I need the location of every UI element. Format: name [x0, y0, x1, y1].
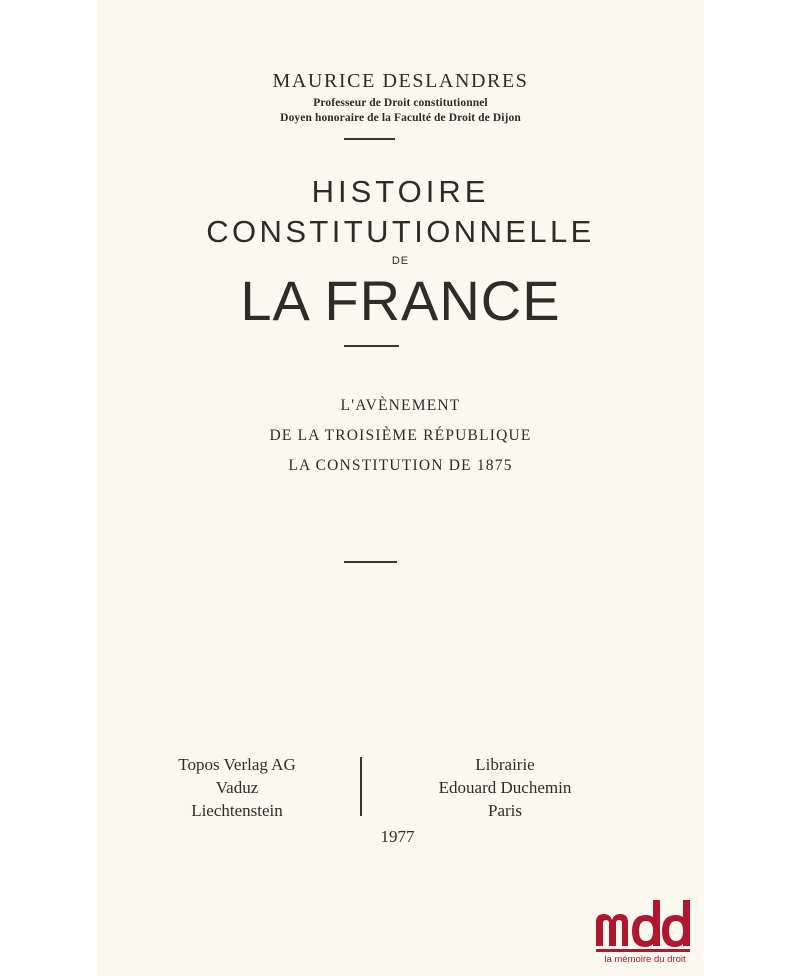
publisher-right-city: Paris: [488, 801, 522, 820]
mdd-logo-icon: [592, 892, 698, 954]
title-page: [97, 0, 704, 976]
separator-rule: [344, 345, 399, 347]
publisher-left: [157, 753, 317, 822]
publisher-left-city: Vaduz: [215, 778, 259, 797]
subtitle-line-3: LA CONSTITUTION DE 1875: [288, 457, 513, 474]
book-title-line-3: DE: [391, 255, 410, 267]
publisher-divider: [360, 757, 362, 816]
author-credential-dean: Doyen honoraire de la Faculté de Droit de Dijon: [280, 112, 521, 124]
book-title-line-2: CONSTITUTIONNELLE: [206, 214, 595, 249]
book-title-line-4: LA FRANCE: [240, 269, 561, 332]
subtitle-line-2: DE LA TROISIÈME RÉPUBLIQUE: [269, 427, 532, 444]
mdd-watermark-logo: [592, 892, 698, 965]
publisher-right-type: Librairie: [475, 755, 535, 774]
mdd-watermark-tagline: la mémoire du droit: [604, 954, 686, 965]
publication-year: 1977: [380, 827, 415, 846]
author-name: MAURICE DESLANDRES: [272, 70, 529, 92]
publisher-right: [417, 753, 593, 822]
publisher-right-name: Edouard Duchemin: [438, 778, 572, 797]
author-credential-professor: Professeur de Droit constitutionnel: [313, 97, 488, 109]
subtitle-line-1: L'AVÈNEMENT: [340, 397, 461, 414]
separator-rule: [344, 561, 397, 563]
separator-rule: [344, 138, 395, 140]
publisher-left-name: Topos Verlag AG: [178, 755, 296, 774]
book-title-line-1: HISTOIRE: [311, 174, 490, 209]
publisher-left-country: Liechtenstein: [191, 801, 283, 820]
